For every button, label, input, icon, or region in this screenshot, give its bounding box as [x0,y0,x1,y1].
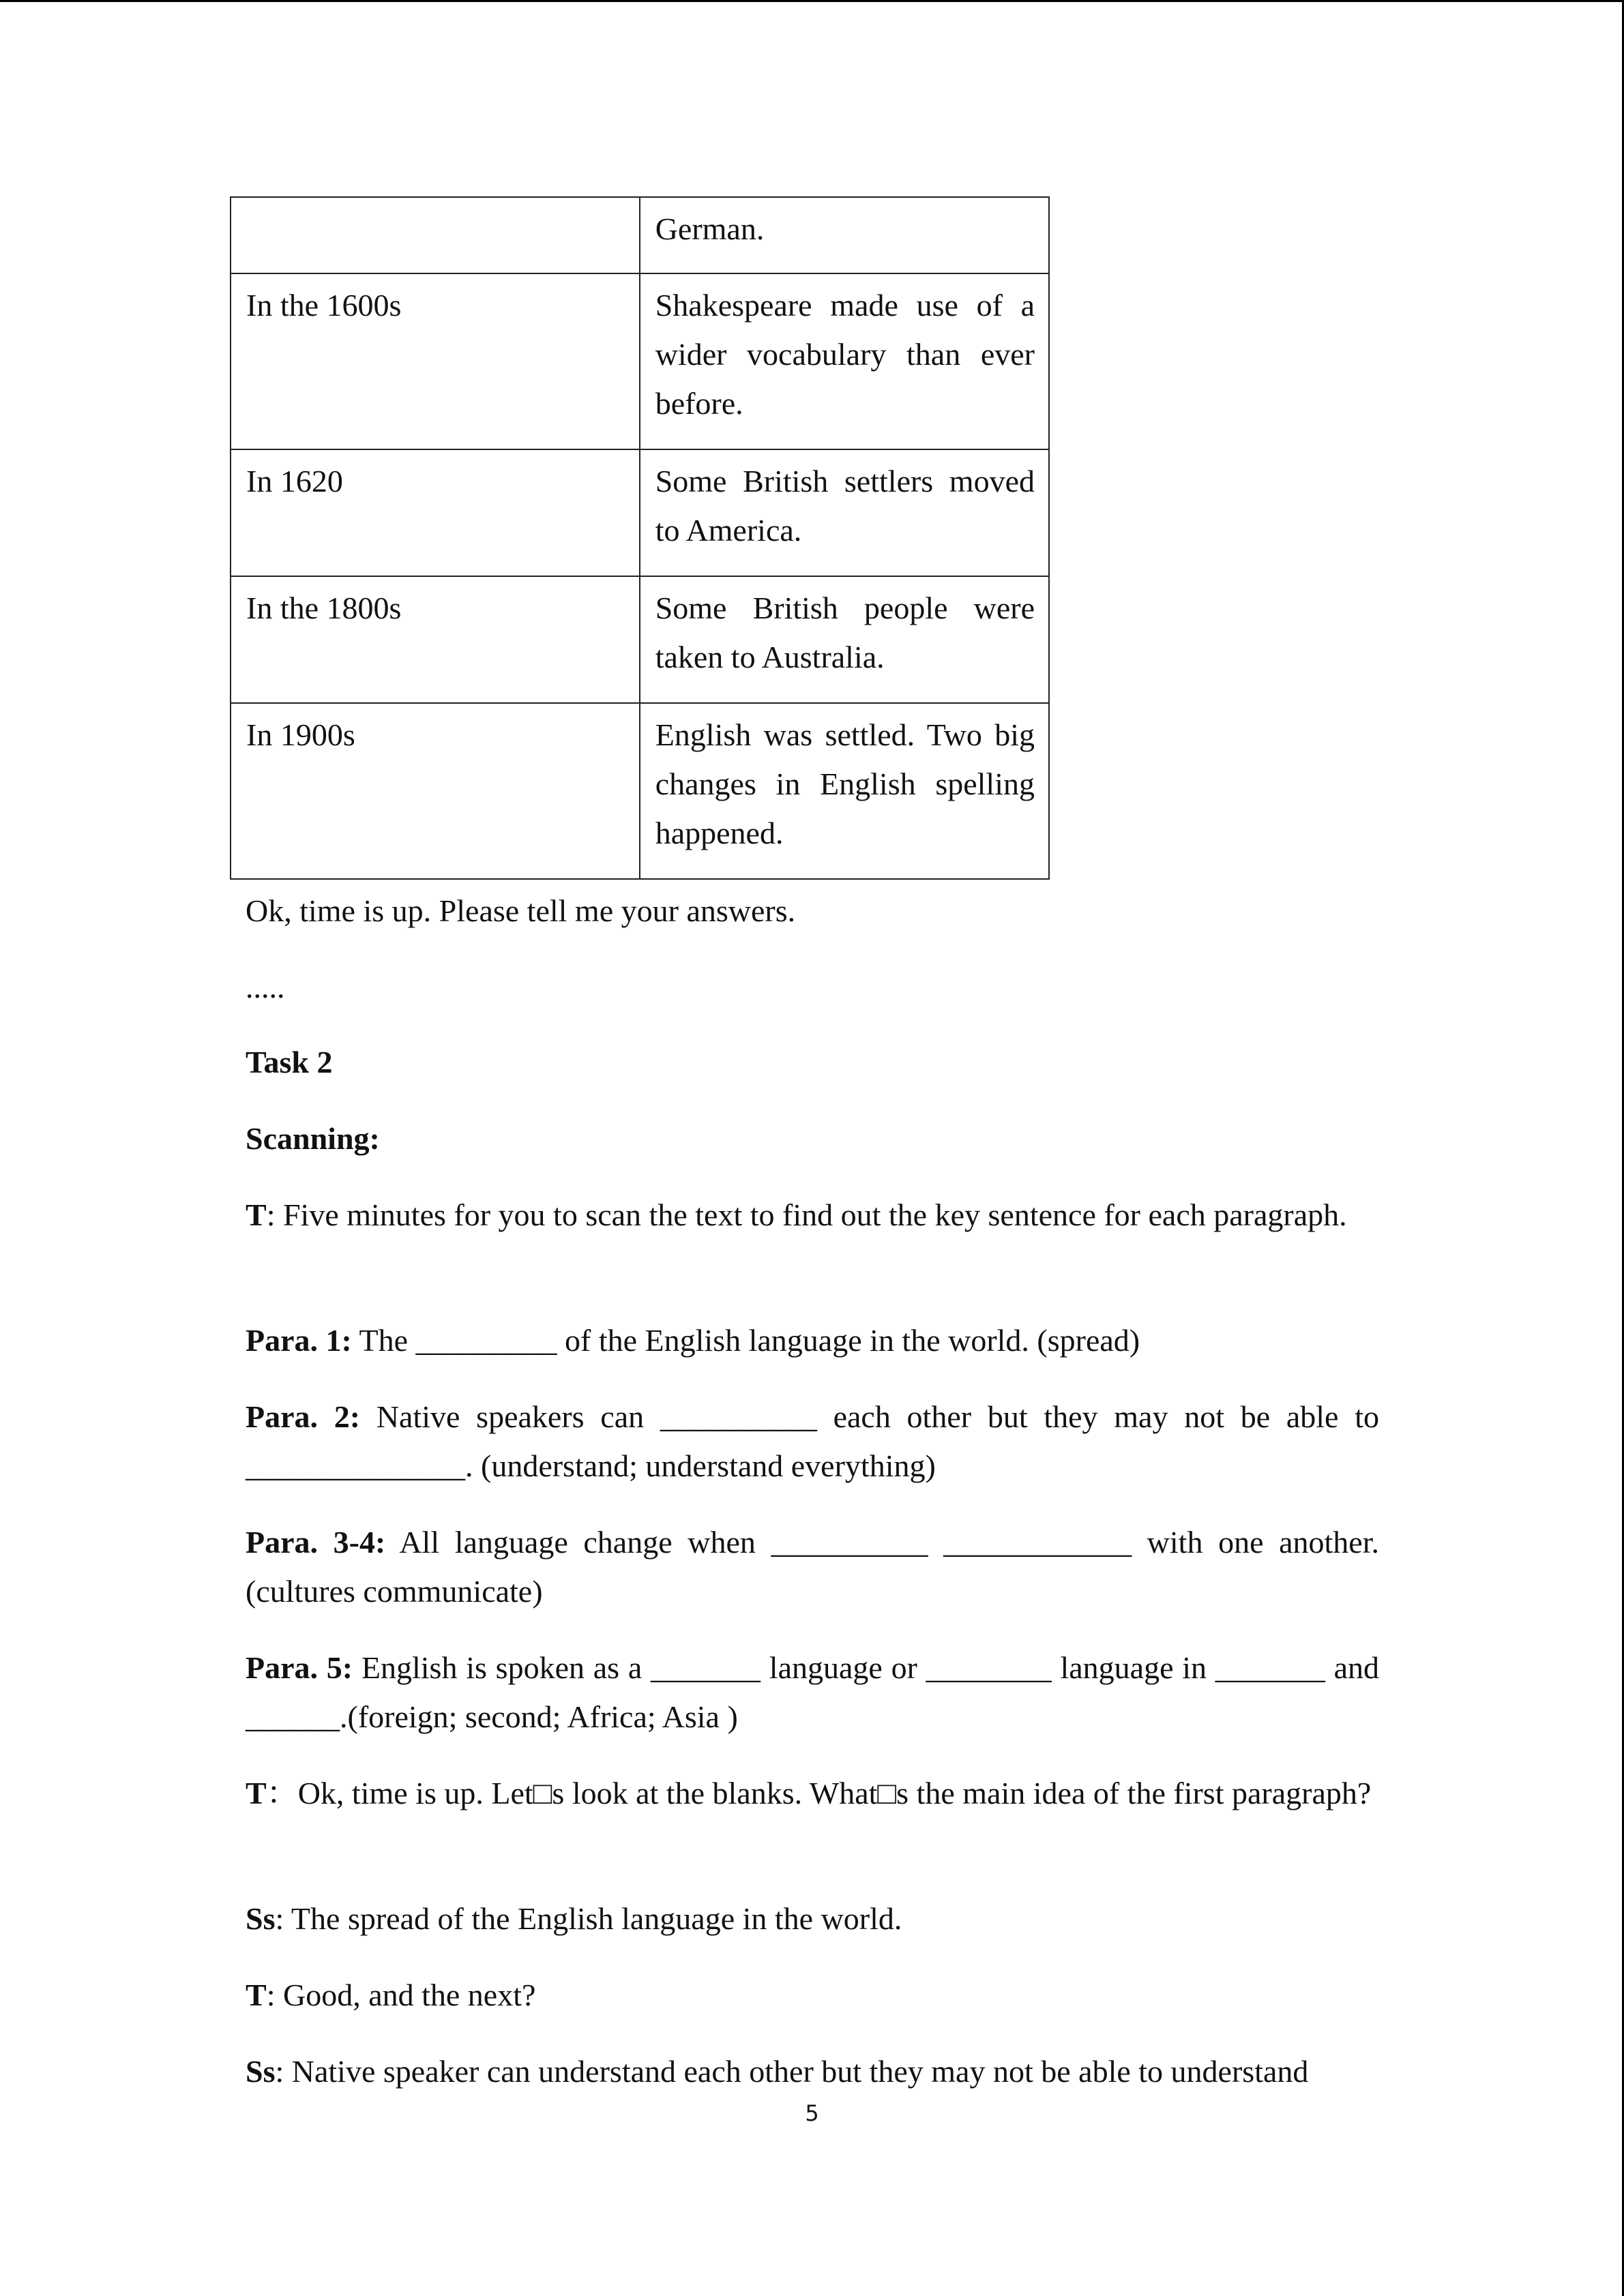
period-cell [231,197,640,273]
para-5-line [246,1643,1379,1742]
dialogue-line [246,1971,1379,2020]
para-text: The _________ of the English language in the world. (spread) [351,1323,1140,1358]
speaker-label: T [246,1978,267,2012]
period-cell: In 1620 [231,449,640,576]
task-title: Task 2 [246,1045,333,1079]
instruction-paragraph [246,1191,1379,1240]
dialogue-line [246,2047,1379,2096]
period-cell: In the 1600s [231,273,640,449]
table-row [231,273,1049,449]
para-label: Para. 5: [246,1650,353,1685]
period-cell: In the 1800s [231,576,640,703]
dialogue-line [246,1769,1379,1818]
event-cell: Some British settlers moved to America. [640,449,1049,576]
para-1-line [246,1316,1379,1365]
event-cell: German. [640,197,1049,273]
dialogue-text: ：Ok, time is up. Let□s look at the blanks. What□s the main idea of the first paragraph? [266,1776,1372,1810]
dialogue-text: : Native speaker can understand each other but they may not be able to understand [275,2054,1309,2089]
para-label: Para. 1: [246,1323,352,1358]
dialogue-text: : Good, and the next? [266,1978,536,2012]
table-row [231,449,1049,576]
table-row [231,703,1049,879]
event-cell: Shakespeare made use of a wider vocabulary than ever before. [640,273,1049,449]
event-cell: English was settled. Two big changes in English spelling happened. [640,703,1049,879]
period-cell: In 1900s [231,703,640,879]
speaker-label: T [246,1776,267,1810]
event-cell: Some British people were taken to Australia. [640,576,1049,703]
para-3-4-line [246,1518,1379,1616]
task-subtitle: Scanning: [246,1121,380,1156]
para-text: All language change when __________ ____________ with one another.(cultures communicate) [246,1525,1379,1609]
dialogue-text: : The spread of the English language in the world. [275,1901,902,1936]
page-number: 5 [805,2100,819,2126]
page-top-border [0,0,1624,2]
para-text: Native speakers can __________ each other but they may not be able to ______________. (understand; understand everything) [246,1399,1379,1483]
dialogue-line [246,1894,1379,1943]
table-row [231,576,1049,703]
para-text: English is spoken as a _______ language or ________ language in _______ and ______.(foreign; second; Africa; Asia ) [246,1650,1379,1734]
speaker-label: Ss [246,1901,276,1936]
para-label: Para. 3-4: [246,1525,386,1560]
instruction-text: : Five minutes for you to scan the text to find out the key sentence for each paragraph. [266,1197,1347,1232]
time-up-line: Ok, time is up. Please tell me your answers. [246,893,796,928]
speaker-label: T [246,1197,267,1232]
timeline-table [230,196,1050,880]
para-label: Para. 2: [246,1399,361,1434]
table-row [231,197,1049,273]
speaker-label: Ss [246,2054,276,2089]
ellipsis-line: ..... [246,970,285,1004]
para-2-line [246,1392,1379,1491]
